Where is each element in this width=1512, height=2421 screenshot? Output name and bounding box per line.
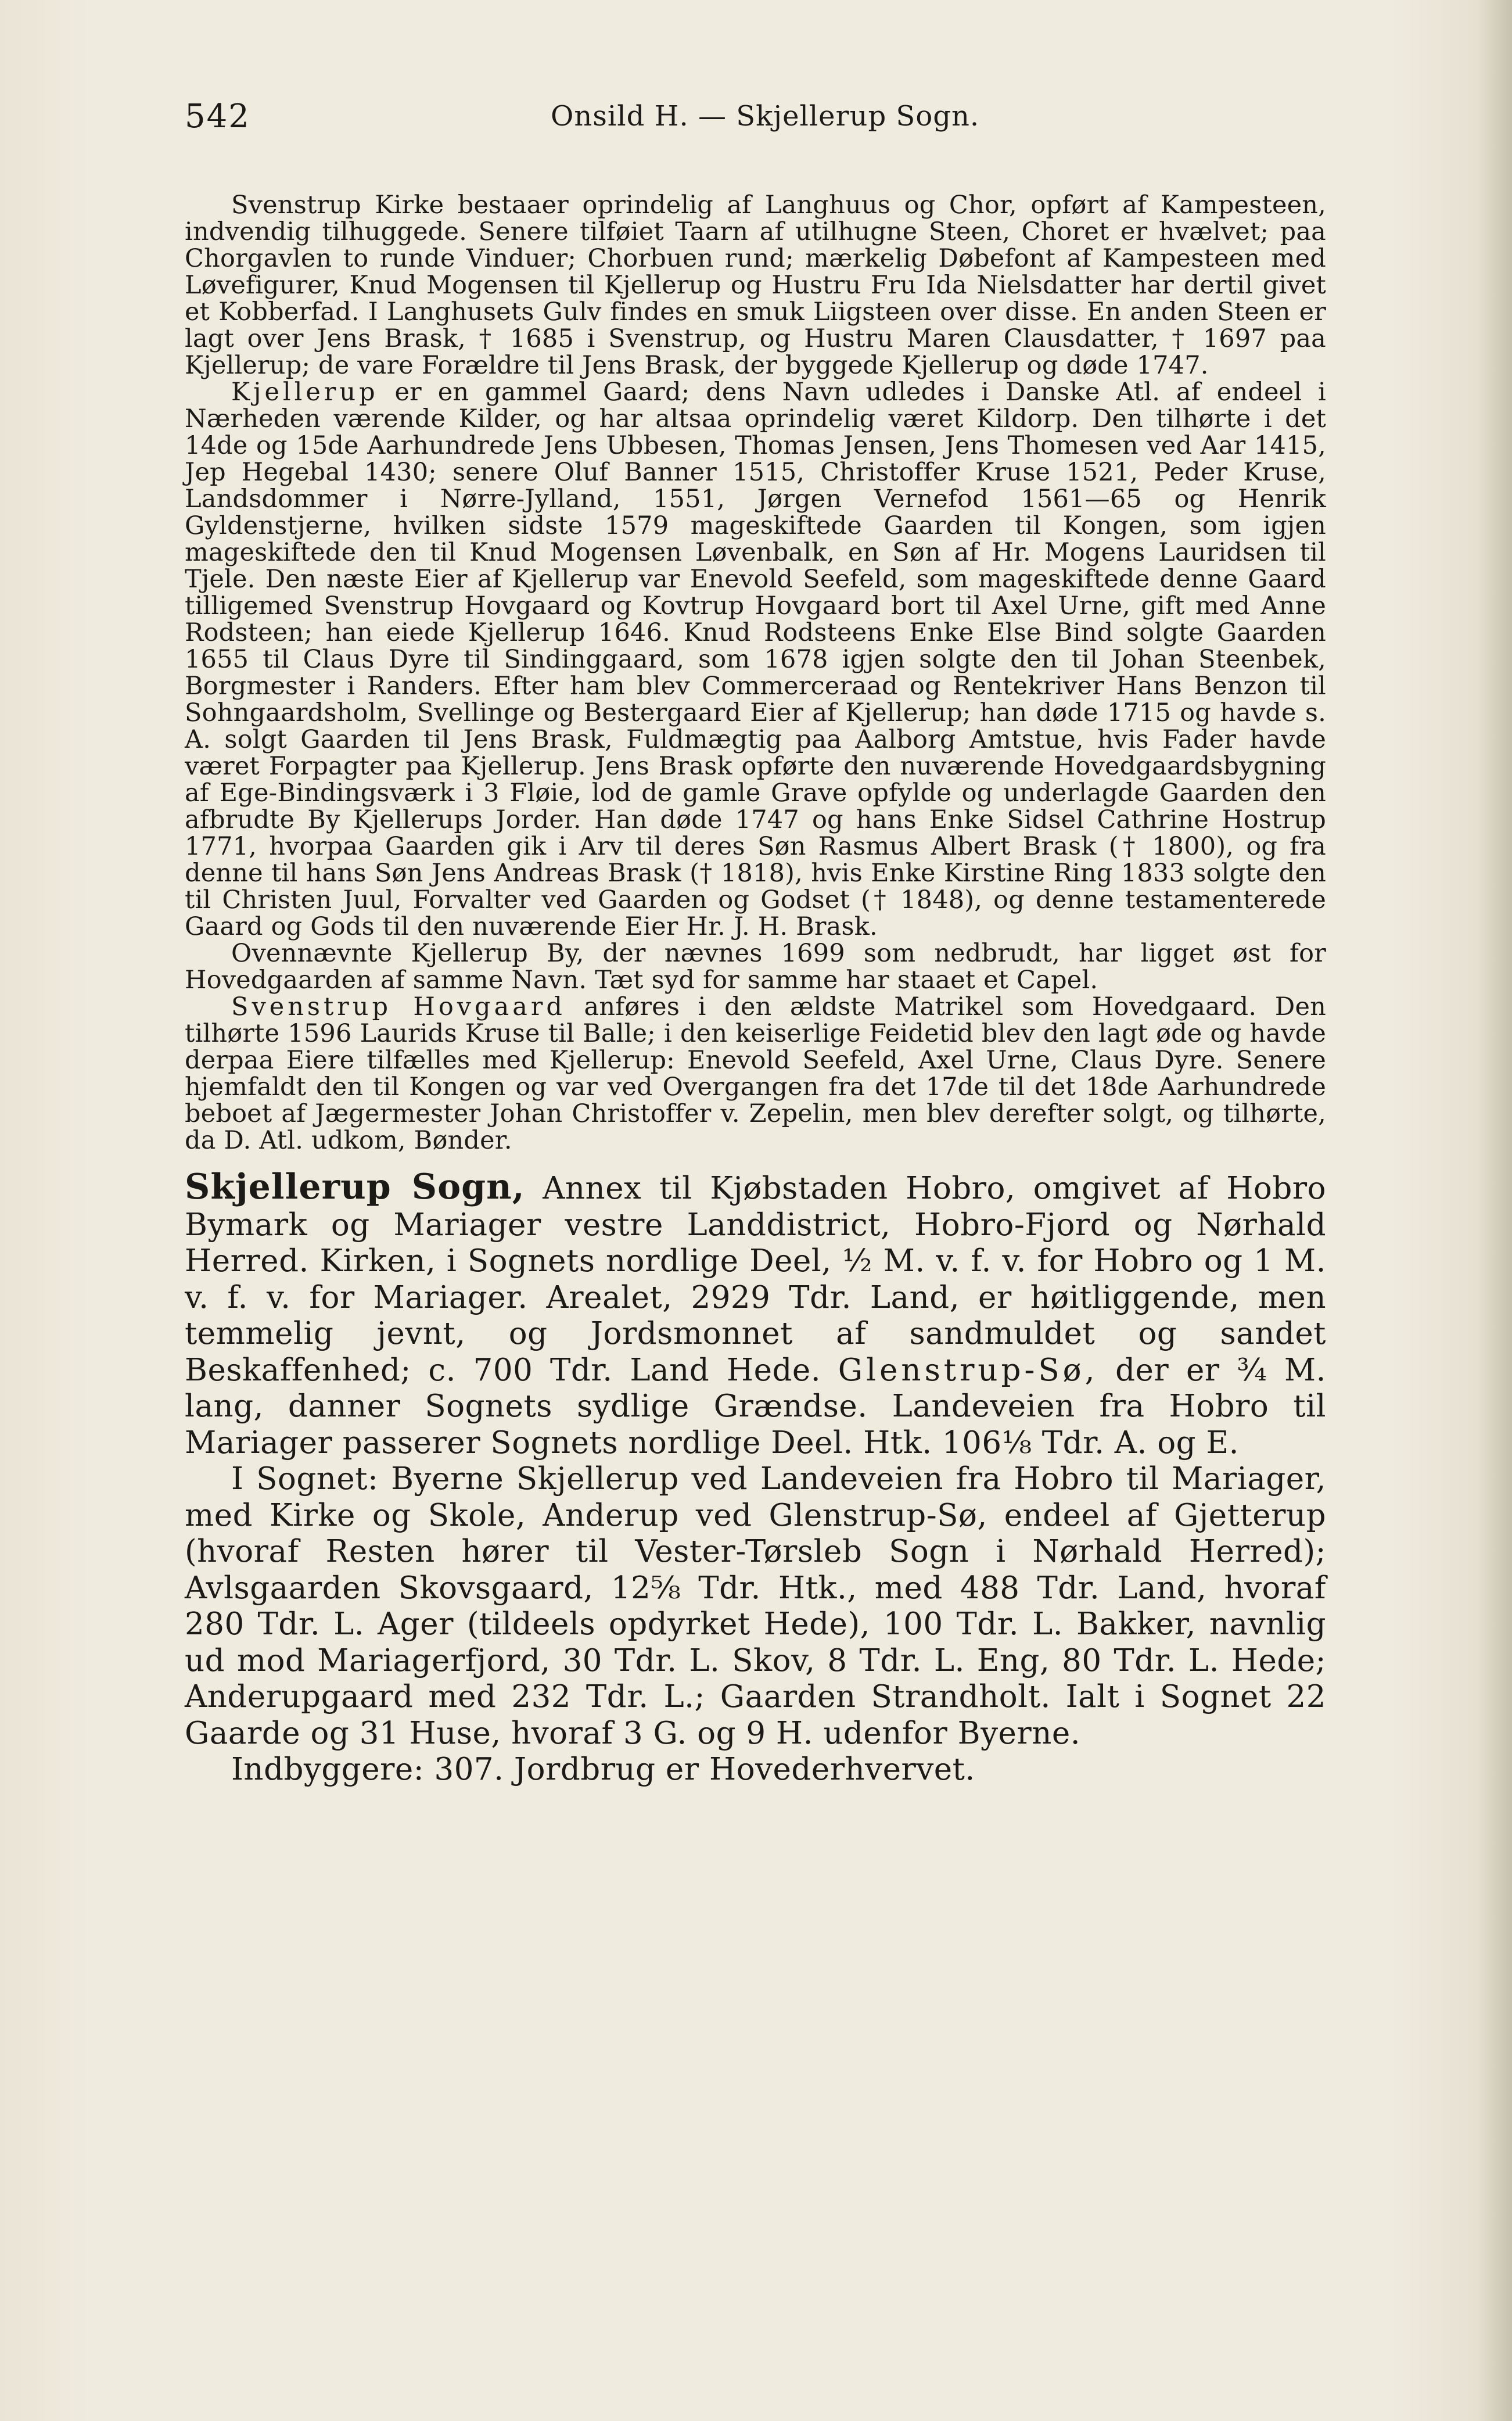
- spaced-term: Kjellerup: [231, 378, 379, 407]
- section-paragraph-population: Indbyggere: 307. Jordbrug er Hovederhvervet.: [231, 1752, 975, 1787]
- section-paragraph-villages: I Sognet: Byerne Skjellerup ved Landeveien fra Hobro til Mariager, med Kirke og Skole, Anderup ved Glenstrup-Sø, endeel af Gjetterup (hvoraf Resten hører til Vester-Tørsleb Sogn i Nørhald Herred); Avlsgaarden Skovsgaard, 12⅝ Tdr. Htk., med 488 Tdr. Land, hvoraf 280 Tdr. L. Ager (tildeels opdyrket Hede), 100 Tdr. L. Bakker, navnlig ud mod Mariagerfjord, 30 Tdr. L. Skov, 8 Tdr. L. Eng, 80 Tdr. L. Hede; Anderupgaard med 232 Tdr. L.; Gaarden Strandholt. Ialt i Sognet 22 Gaarde og 31 Huse, hvoraf 3 G. og 9 H. udenfor Byerne.: [185, 1461, 1326, 1751]
- spaced-term: Glenstrup-Sø,: [838, 1352, 1098, 1388]
- section-heading: Skjellerup Sogn,: [185, 1167, 525, 1207]
- paragraph-svenstrup-kirke: [185, 192, 1326, 379]
- page-edge-shadow: [1477, 0, 1512, 2421]
- paragraph-svenstrup-hovgaard: [185, 993, 1326, 1154]
- paragraph-text: anføres i den ældste Matrikel som Hovedgaard. Den tilhørte 1596 Laurids Kruse til Balle; i den keiserlige Feidetid blev den lagt øde og havde derpaa Eiere tilfælles med Kjellerup: Enevold Seefeld, Axel Urne, Claus Dyre. Senere hjemfaldt den til Kongen og var ved Overgangen fra det 17de til det 18de Aarhundrede beboet af Jægermester Johan Christoffer v. Zepelin, men blev derefter solgt, og tilhørte, da D. Atl. udkom, Bønder.: [185, 992, 1326, 1155]
- running-head: Onsild H. — Skjellerup Sogn.: [551, 100, 980, 132]
- section-skjellerup-sogn: [185, 1169, 1326, 1461]
- page-header: [185, 98, 1326, 144]
- section-intro-continued: der er ¾ M. lang, danner Sognets sydlige Grændse. Landeveien fra Hobro til Mariager passerer Sognets nordlige Deel. Htk. 106⅛ Tdr. A. og E.: [185, 1352, 1327, 1461]
- paragraph-text: er en gammel Gaard; dens Navn udledes i Danske Atl. af endeel i Nærheden værende Kilder, og har altsaa oprindelig været Kildorp. Den tilhørte i det 14de og 15de Aarhundrede Jens Ubbesen, Thomas Jensen, Jens Thomesen ved Aar 1415, Jep Hegebal 1430; senere Oluf Banner 1515, Christoffer Kruse 1521, Peder Kruse, Landsdommer i Nørre-Jylland, 1551, Jørgen Vernefod 1561—65 og Henrik Gyldenstjerne, hvilken sidste 1579 mageskiftede Gaarden til Kongen, som igjen mageskiftede den til Knud Mogensen Løvenbalk, en Søn af Hr. Mogens Lauridsen til Tjele. Den næste Eier af Kjellerup var Enevold Seefeld, som mageskiftede denne Gaard tilligemed Svenstrup Hovgaard og Kovtrup Hovgaard bort til Axel Urne, gift med Anne Rodsteen; han eiede Kjellerup 1646. Knud Rodsteens Enke Else Bind solgte Gaarden 1655 til Claus Dyre til Sindinggaard, som 1678 igjen solgte den til Johan Steenbek, Borgmester i Randers. Efter ham blev Commerceraad og Rentekriver Hans Benzon til Sohngaardsholm, Svellinge og Bestergaard Eier af Kjellerup; han døde 1715 og havde s. A. solgt Gaarden til Jens Brask, Fuldmægtig paa Aalborg Amtstue, hvis Fader havde været Forpagter paa Kjellerup. Jens Brask opførte den nuværende Hovedgaardsbygning af Ege-Bindingsværk i 3 Fløie, lod de gamle Grave opfylde og underlagde Gaarden den afbrudte By Kjellerups Jorder. Han døde 1747 og hans Enke Sidsel Cathrine Hostrup 1771, hvorpaa Gaarden gik i Arv til deres Søn Rasmus Albert Brask († 1800), og fra denne til hans Søn Jens Andreas Brask († 1818), hvis Enke Kirstine Ring 1833 solgte den til Christen Juul, Forvalter ved Gaarden og Godset († 1848), og denne testamenterede Gaard og Gods til den nuværende Eier Hr. J. H. Brask.: [185, 378, 1326, 941]
- paragraph-kjellerup-by: [185, 940, 1326, 993]
- paragraph-kjellerup: [185, 379, 1326, 940]
- paragraph-text: Ovennævnte Kjellerup By, der nævnes 1699 som nedbrudt, har ligget øst for Hovedgaarden af samme Navn. Tæt syd for samme har staaet et Capel.: [185, 939, 1326, 995]
- body-text: [185, 192, 1326, 1788]
- page-number: 542: [185, 98, 250, 135]
- section-intro: Annex til Kjøbstaden Hobro, omgivet af Hobro Bymark og Mariager vestre Landdistrict, Hobro-Fjord og Nørhald Herred. Kirken, i Sognets nordlige Deel, ½ M. v. f. v. for Hobro og 1 M. v. f. v. for Mariager. Arealet, 2929 Tdr. Land, er høitliggende, men temmelig jevnt, og Jordsmonnet af sandmuldet og sandet Beskaffenhed; c. 700 Tdr. Land Hede.: [185, 1171, 1327, 1388]
- spaced-term: Svenstrup Hovgaard: [231, 992, 566, 1021]
- paragraph-text: Svenstrup Kirke bestaaer oprindelig af Langhuus og Chor, opført af Kampesteen, indvendig tilhuggede. Senere tilføiet Taarn af utilhugne Steen, Choret er hvælvet; paa Chorgavlen to runde Vinduer; Chorbuen rund; mærkelig Døbefont af Kampesteen med Løvefigurer, Knud Mogensen til Kjellerup og Hustru Fru Ida Nielsdatter har dertil givet et Kobberfad. I Langhusets Gulv findes en smuk Liigsteen over disse. En anden Steen er lagt over Jens Brask, † 1685 i Svenstrup, og Hustru Maren Clausdatter, † 1697 paa Kjellerup; de vare Forældre til Jens Brask, der byggede Kjellerup og døde 1747.: [185, 191, 1326, 380]
